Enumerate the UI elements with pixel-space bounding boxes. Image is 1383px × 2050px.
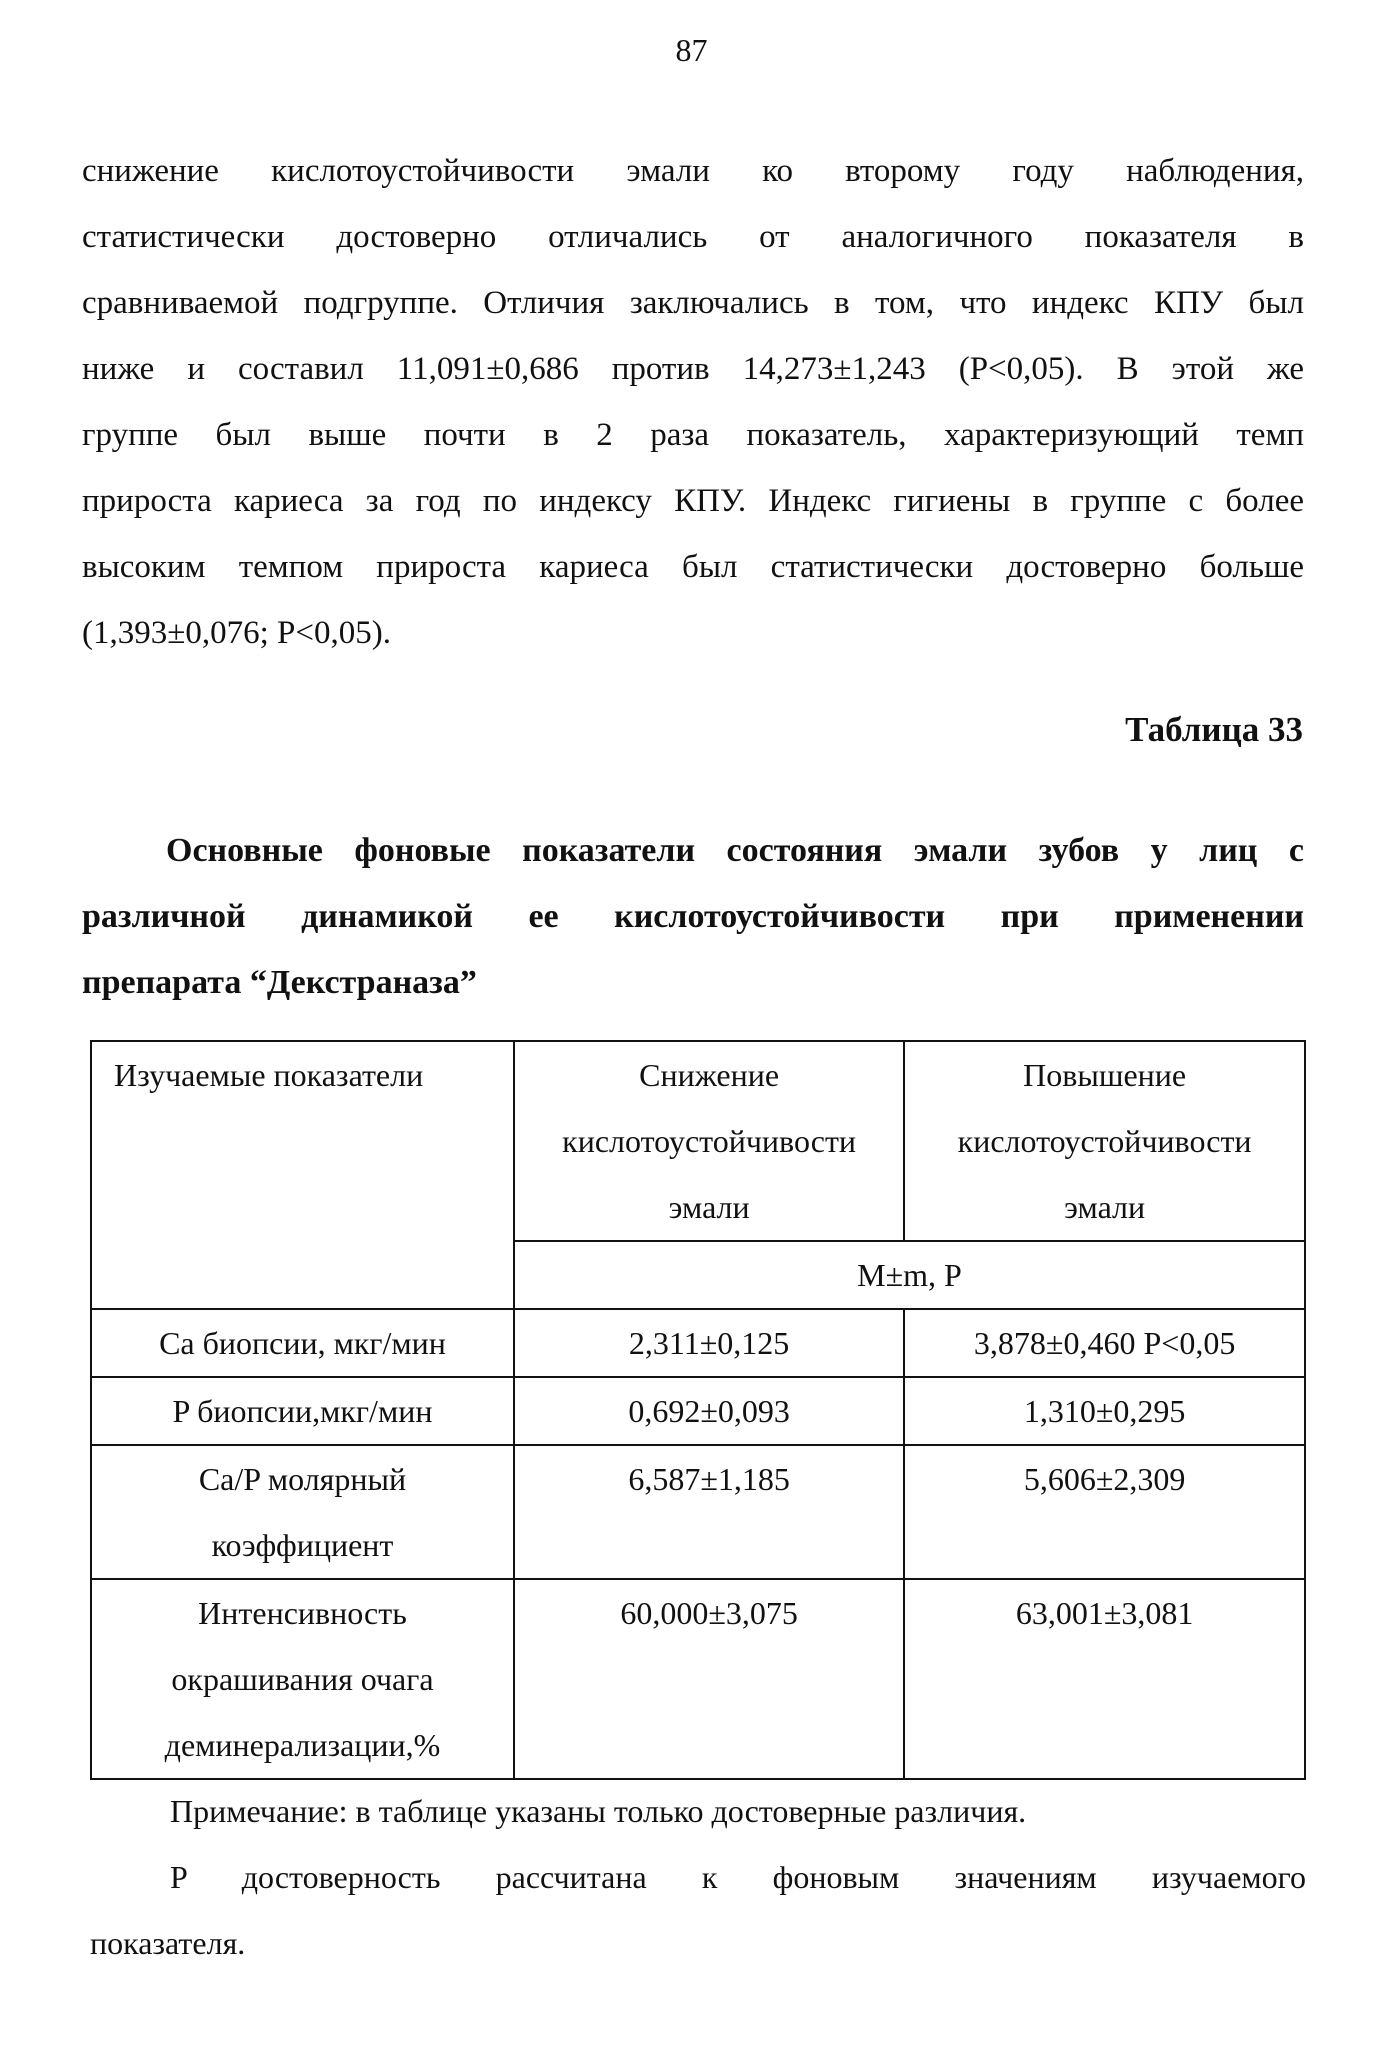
caption-line: различной динамикой ее кислотоустойчивости при применении xyxy=(82,898,1304,935)
row-label-line: окрашивания очага xyxy=(171,1661,434,1697)
row-label xyxy=(91,1445,514,1579)
header-line: Повышение xyxy=(1023,1057,1187,1093)
page-number: 87 xyxy=(675,32,708,68)
table-caption xyxy=(82,818,1304,1016)
paragraph-line: сравниваемой подгруппе. Отличия заключались в том, что индекс КПУ был xyxy=(82,285,1304,321)
header-line: Снижение xyxy=(639,1057,780,1093)
paragraph-line: снижение кислотоустойчивости эмали ко второму году наблюдения, xyxy=(82,153,1304,189)
table-row xyxy=(91,1579,1305,1779)
row-label-line: Интенсивность xyxy=(198,1595,407,1631)
row-value-increase: 3,878±0,460 P<0,05 xyxy=(904,1309,1305,1377)
paragraph-line: высоким темпом прироста кариеса был статистически достоверно больше xyxy=(82,549,1304,585)
note-line: Примечание: в таблице указаны только достоверные различия. xyxy=(170,1793,1027,1829)
header-line: эмали xyxy=(1064,1189,1146,1225)
row-value-decrease: 2,311±0,125 xyxy=(514,1309,904,1377)
row-value-decrease: 60,000±3,075 xyxy=(514,1579,904,1779)
header-line: кислотоустойчивости xyxy=(562,1123,857,1159)
header-line: кислотоустойчивости xyxy=(957,1123,1252,1159)
table-note xyxy=(90,1778,1306,1976)
caption-line: Основные фоновые показатели состояния эмали зубов у лиц с xyxy=(166,832,1304,869)
row-label-line: Ca/P молярный xyxy=(198,1461,407,1497)
row-label: Ca биопсии, мкг/мин xyxy=(91,1309,514,1377)
row-label-line: коэффициент xyxy=(211,1527,394,1563)
row-value-increase: 5,606±2,309 xyxy=(904,1445,1305,1579)
data-table xyxy=(90,1040,1306,1780)
paragraph-line: (1,393±0,076; P<0,05). xyxy=(82,615,391,651)
caption-line: препарата “Декстраназа” xyxy=(82,964,477,1001)
row-value-increase: 1,310±0,295 xyxy=(904,1377,1305,1445)
header-line: эмали xyxy=(668,1189,750,1225)
table-row xyxy=(91,1309,1305,1377)
table-row xyxy=(91,1377,1305,1445)
table-header-row xyxy=(91,1041,1305,1241)
note-line: P достоверность рассчитана к фоновым значениям изучаемого xyxy=(170,1859,1306,1895)
row-value-decrease: 6,587±1,185 xyxy=(514,1445,904,1579)
body-paragraph xyxy=(82,138,1304,666)
paragraph-line: прироста кариеса за год по индексу КПУ. Индекс гигиены в группе с более xyxy=(82,483,1304,519)
row-value-decrease: 0,692±0,093 xyxy=(514,1377,904,1445)
table-row xyxy=(91,1445,1305,1579)
paragraph-line: ниже и составил 11,091±0,686 против 14,273±1,243 (P<0,05). В этой же xyxy=(82,351,1304,387)
header-increase xyxy=(904,1041,1305,1241)
row-label xyxy=(91,1579,514,1779)
note-line: показателя. xyxy=(90,1925,246,1961)
row-label-line: деминерализации,% xyxy=(164,1727,441,1763)
row-label: P биопсии,мкг/мин xyxy=(91,1377,514,1445)
header-decrease xyxy=(514,1041,904,1241)
header-indicators: Изучаемые показатели xyxy=(91,1041,514,1309)
paragraph-line: статистически достоверно отличались от аналогичного показателя в xyxy=(82,219,1304,255)
row-value-increase: 63,001±3,081 xyxy=(904,1579,1305,1779)
paragraph-line: группе был выше почти в 2 раза показатель, характеризующий темп xyxy=(82,417,1304,453)
subheader-stat: M±m, P xyxy=(514,1241,1305,1309)
table-number-label: Таблица 33 xyxy=(1125,710,1303,749)
